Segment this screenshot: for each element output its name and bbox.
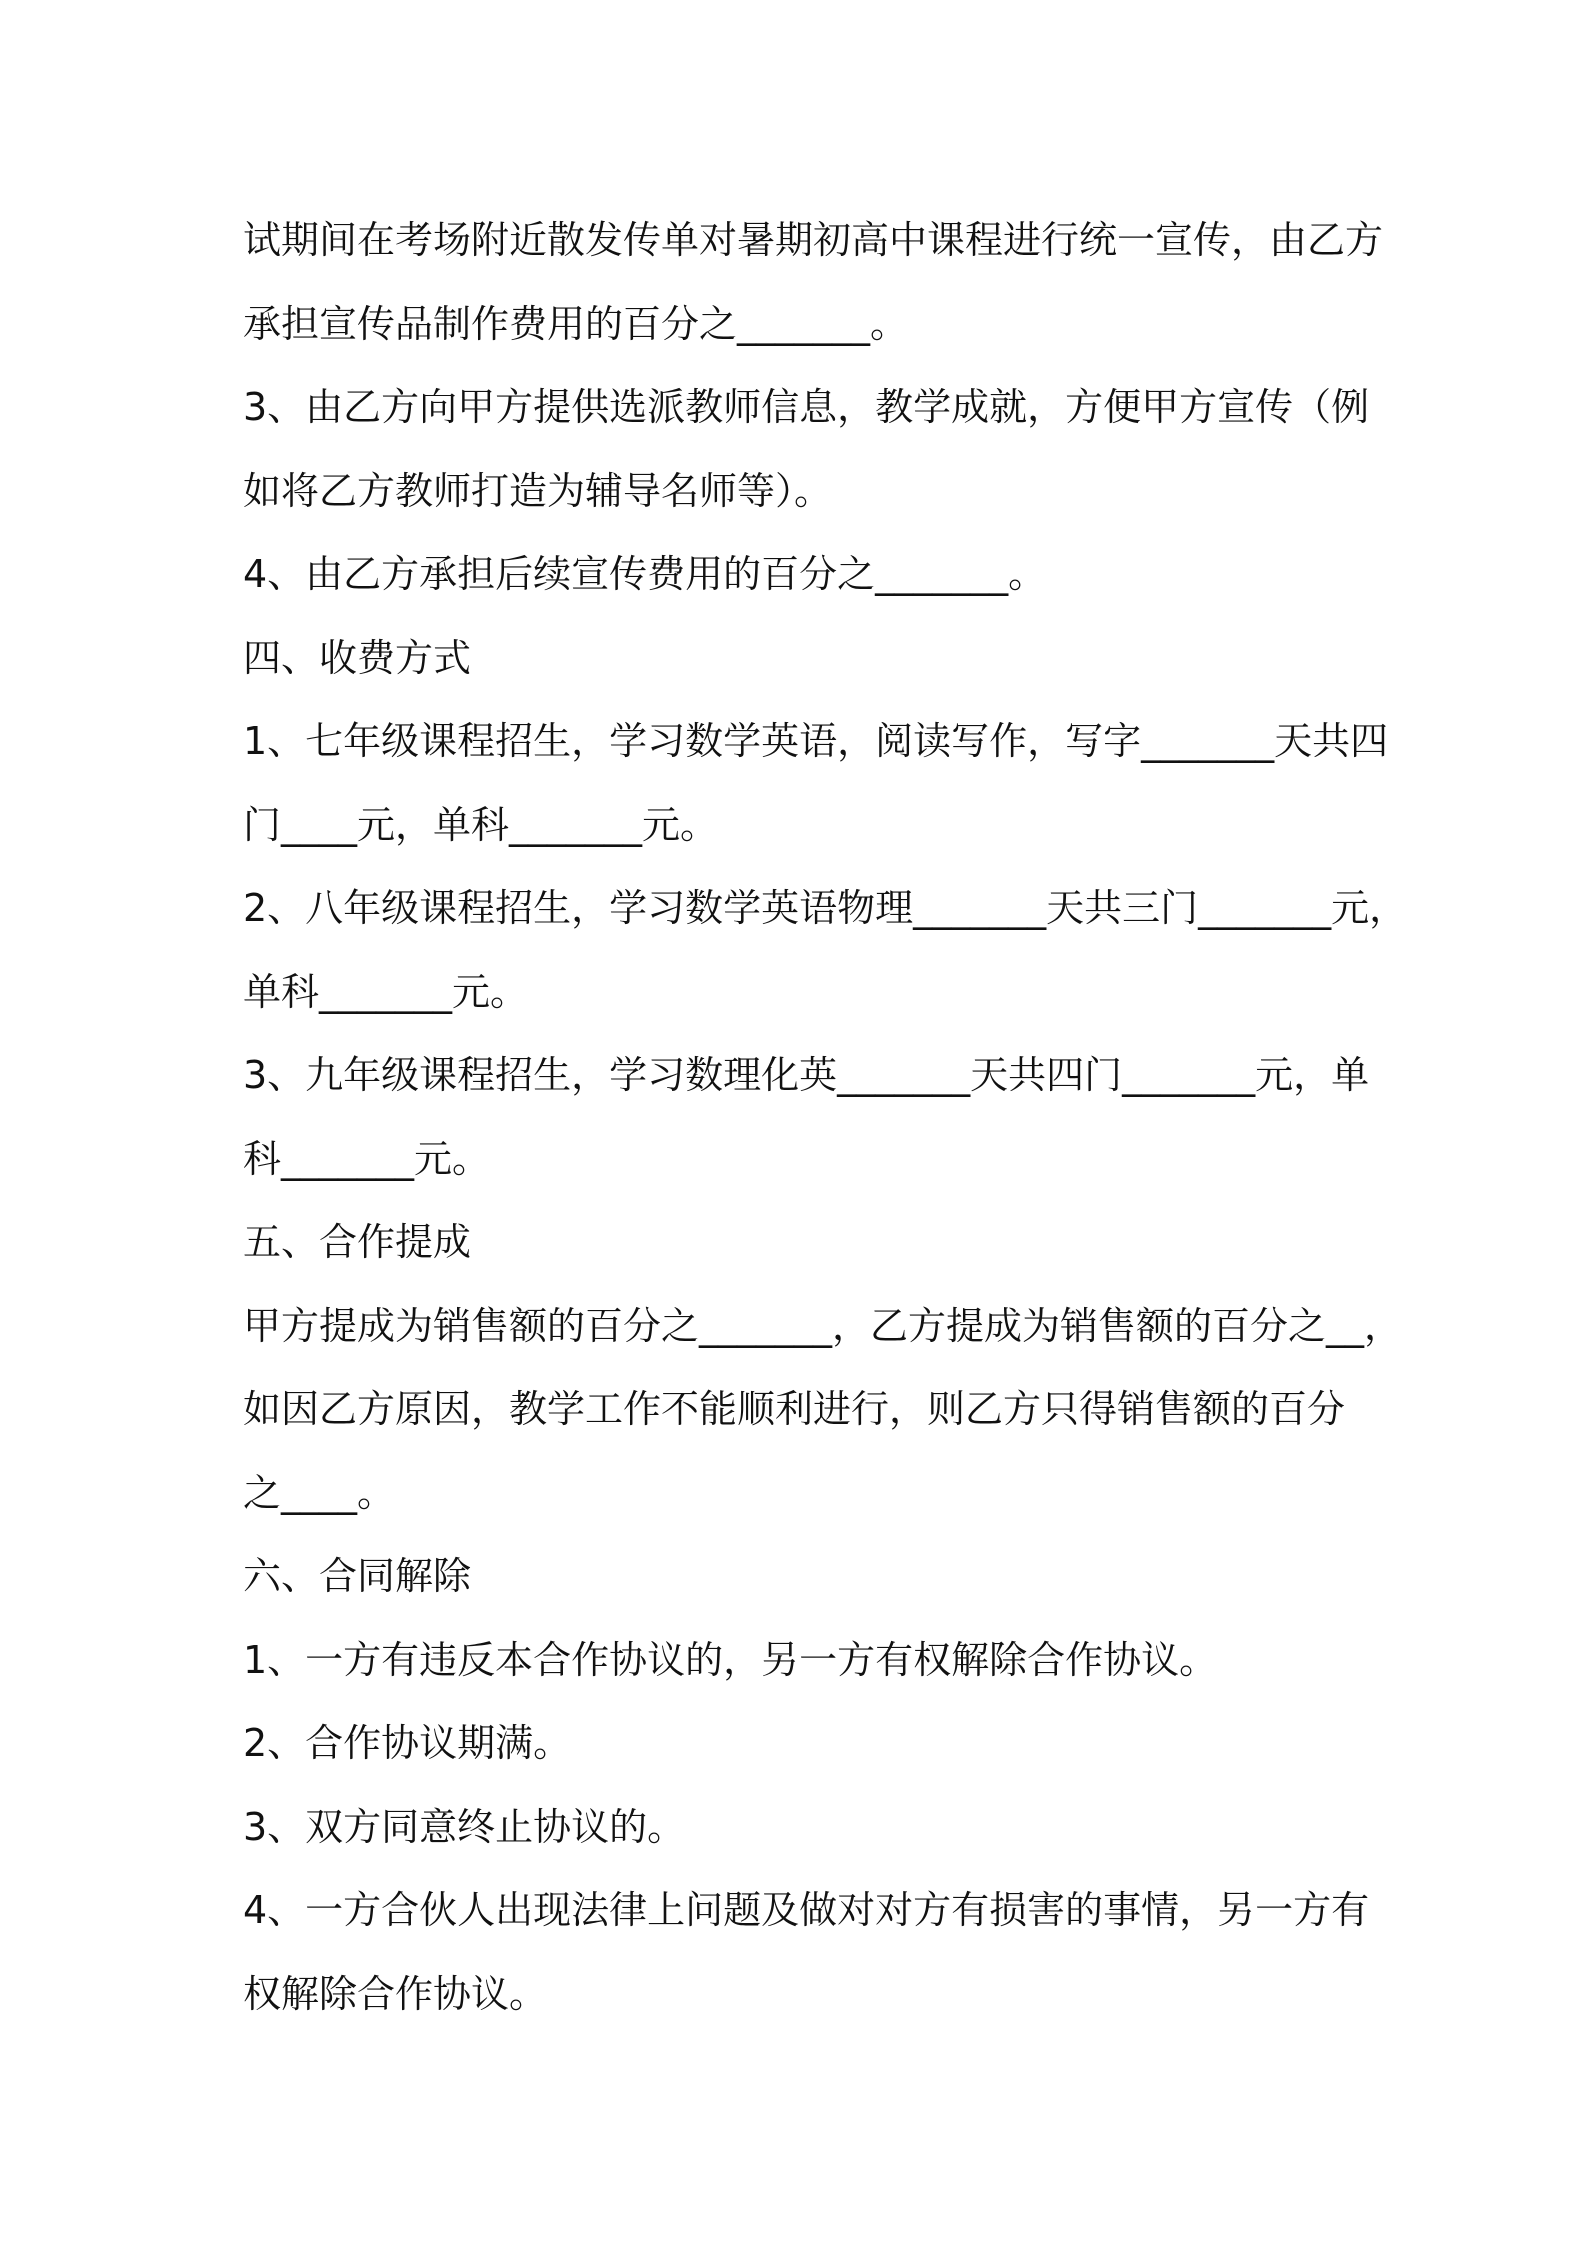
body-line-4: 如将乙方教师打造为辅导名师等）。 xyxy=(243,468,833,513)
body-line-5: 4、由乙方承担后续宣传费用的百分之_______。 xyxy=(243,552,1047,596)
body-line-16: 之____。 xyxy=(243,1470,396,1515)
body-line-1: 试期间在考场附近散发传单对暑期初高中课程进行统一宣传，由乙方 xyxy=(243,218,1384,262)
body-line-10: 单科_______元。 xyxy=(243,969,529,1014)
body-line-7: 1、七年级课程招生，学习数学英语，阅读写作，写字_______天共四 xyxy=(243,719,1389,763)
body-line-22: 权解除合作协议。 xyxy=(243,1971,548,2016)
body-line-2: 承担宣传品制作费用的百分之_______。 xyxy=(243,301,909,346)
body-line-19: 2、合作协议期满。 xyxy=(243,1721,572,1765)
body-line-12: 科_______元。 xyxy=(243,1136,491,1181)
body-line-8: 门____元，单科_______元。 xyxy=(243,802,719,847)
section-heading-termination: 六、合同解除 xyxy=(243,1554,472,1598)
section-heading-fees: 四、收费方式 xyxy=(243,635,472,680)
body-line-18: 1、一方有违反本合作协议的，另一方有权解除合作协议。 xyxy=(243,1637,1218,1682)
body-line-3: 3、由乙方向甲方提供选派教师信息，教学成就，方便甲方宣传（例 xyxy=(243,385,1370,429)
body-line-15: 如因乙方原因，教学工作不能顺利进行，则乙方只得销售额的百分 xyxy=(243,1387,1346,1431)
document-body xyxy=(243,199,1408,2036)
body-line-21: 4、一方合伙人出现法律上问题及做对对方有损害的事情，另一方有 xyxy=(243,1888,1370,1932)
body-line-14: 甲方提成为销售额的百分之_______，乙方提成为销售额的百分之__， xyxy=(243,1303,1403,1348)
body-line-20: 3、双方同意终止协议的。 xyxy=(243,1804,686,1849)
body-line-11: 3、九年级课程招生，学习数理化英_______天共四门_______元，单 xyxy=(243,1053,1370,1097)
section-heading-commission: 五、合作提成 xyxy=(243,1220,472,1264)
body-line-9: 2、八年级课程招生，学习数学英语物理_______天共三门_______元， xyxy=(243,886,1408,930)
